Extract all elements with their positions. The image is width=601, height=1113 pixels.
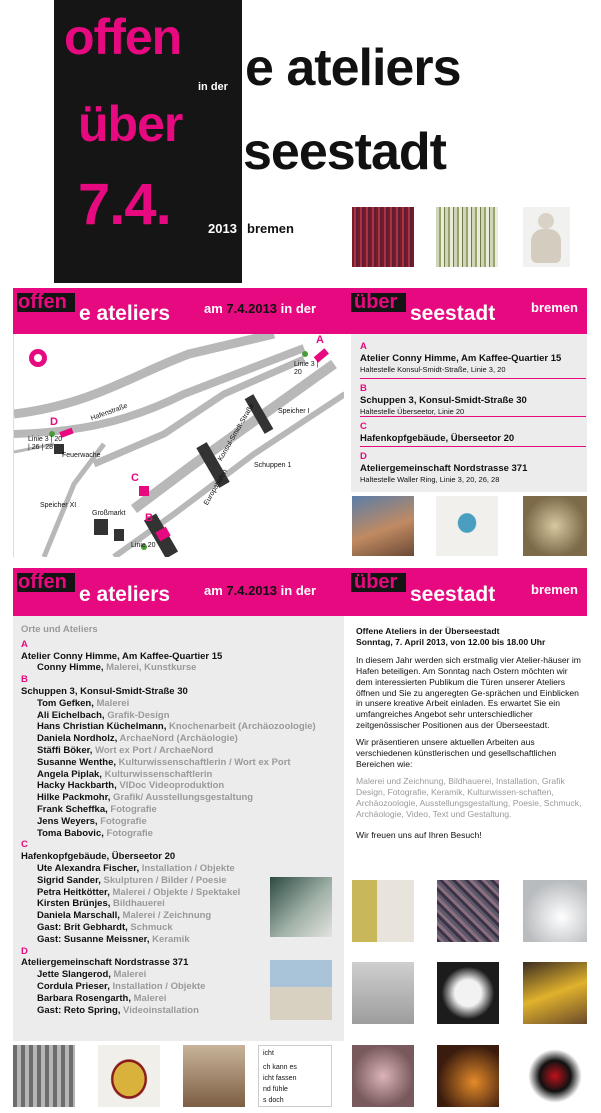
artist-field: Bildhauerei	[110, 898, 165, 910]
banner2-date-line	[204, 583, 316, 598]
artist-name: Cordula Prieser,	[37, 980, 110, 992]
artwork-figure-image	[523, 207, 570, 267]
artist-row	[21, 816, 343, 828]
artist-field: Malerei, Kunstkurse	[103, 662, 197, 674]
artist-field: Fotografie	[107, 803, 157, 815]
banner-ueber: über	[354, 291, 398, 313]
hero-offen: offen	[64, 9, 182, 65]
map-label-konsul: Konsul-Smidt-Straße	[217, 402, 256, 463]
artwork-hair-image	[270, 877, 332, 937]
map-label-schuppen1: Schuppen 1	[254, 462, 292, 469]
banner2-city: bremen	[531, 582, 578, 597]
intro-date: Sonntag, 7. April 2013, von 12.00 bis 18.00 Uhr	[356, 636, 546, 647]
artist-row	[21, 792, 343, 804]
locations-list	[360, 341, 586, 484]
group-place-a: Atelier Conny Himme, Am Kaffee-Quartier 15	[21, 650, 223, 662]
artist-name: Kirsten Brünjes,	[37, 898, 111, 910]
artist-row	[21, 769, 343, 781]
artwork-grid-6-image	[523, 962, 587, 1024]
banner2-ueber: über	[354, 571, 398, 593]
location-stop: Haltestelle Waller Ring, Linie 3, 20, 26, 28	[360, 474, 500, 484]
banner2-offen: offen	[18, 571, 67, 593]
snippet-line: icht	[263, 1050, 274, 1057]
location-name: Schuppen 3, Konsul-Smidt-Straße 30	[360, 394, 527, 406]
artist-name: Ali Eichelbach,	[37, 709, 105, 721]
artist-row	[21, 828, 343, 840]
artist-field: Malerei	[93, 697, 130, 709]
artist-field: Installation / Objekte	[139, 862, 235, 874]
location-name: Hafenkopfgebäude, Überseetor 20	[360, 432, 515, 444]
artist-field: Schmuck	[127, 921, 173, 933]
artist-name: Frank Scheffka,	[37, 803, 108, 815]
artist-name: Angela Piplak,	[37, 768, 102, 780]
map-label-linie-b: Linie 20	[131, 542, 156, 549]
artist-field: VIDoc Videoproduktion	[116, 780, 225, 792]
artwork-grid-2-image	[437, 880, 499, 942]
artist-row	[21, 733, 343, 745]
artist-row	[21, 757, 343, 769]
map-label-linie-a: Linie 3 | 20	[294, 361, 319, 376]
banner-e-ateliers: e ateliers	[79, 302, 171, 325]
intro-title: Offene Ateliers in der Überseestadt	[356, 626, 500, 636]
artist-row	[21, 698, 343, 710]
artist-name: Stäffi Böker,	[37, 744, 93, 756]
hero-ueber: über	[78, 96, 183, 152]
group-letter-b: B	[21, 674, 28, 686]
artwork-bottom-3-image	[183, 1045, 245, 1107]
artist-row	[21, 662, 343, 674]
artist-field: Keramik	[149, 933, 190, 945]
artwork-bottom-2-image	[98, 1045, 160, 1107]
banner2-offen-block	[17, 573, 75, 592]
artist-name: Jette Slangerod,	[37, 969, 111, 981]
banner-offen: offen	[18, 291, 67, 313]
artist-row	[21, 863, 343, 875]
artwork-grid-7-image	[352, 1045, 414, 1107]
location-stop: Haltestelle Konsul-Smidt-Straße, Linie 3, 20	[360, 364, 506, 374]
artwork-grid-3-image	[523, 880, 587, 942]
intro-closing: Wir freuen uns auf Ihren Besuch!	[356, 829, 482, 840]
snippet-line: nd fühle	[263, 1086, 288, 1093]
banner-date: 7.4.2013	[226, 301, 278, 316]
map-label-speicher11: Speicher XI	[40, 502, 77, 509]
artwork-splash-image	[436, 496, 498, 556]
hero-city: bremen	[247, 221, 294, 236]
artist-field: Kulturwissenschaftlerin / Wort ex Port	[116, 756, 291, 768]
snippet-line: ch kann es	[263, 1064, 297, 1071]
banner-am: am	[204, 301, 223, 316]
artist-row	[21, 780, 343, 792]
portrait-image	[352, 496, 414, 556]
map-label-speicher1: Speicher I	[278, 408, 310, 415]
artist-field: Fotografie	[97, 815, 147, 827]
text-snippet	[258, 1045, 332, 1107]
artwork-stripes-image	[352, 207, 414, 267]
group-place-d: Ateliergemeinschaft Nordstrasse 371	[21, 957, 189, 969]
artist-field: Malerei	[110, 969, 147, 981]
artist-row	[21, 721, 343, 733]
artist-row	[21, 710, 343, 722]
map-label-linie-d: Linie 3 | 20 | 26 | 28	[28, 436, 63, 451]
group-place-b: Schuppen 3, Konsul-Smidt-Straße 30	[21, 685, 188, 697]
map-marker-c: C	[131, 472, 139, 484]
group-letter-d: D	[21, 945, 28, 957]
artist-name: Barbara Rosengarth,	[37, 992, 131, 1004]
artist-field: Malerei / Objekte / Spektakel	[109, 886, 241, 898]
artists-list	[21, 624, 343, 1016]
artist-field: Fotografie	[103, 827, 153, 839]
group-letter-c: C	[21, 839, 28, 851]
snippet-line: icht fassen	[263, 1075, 297, 1082]
artist-name: Daniela Marschall,	[37, 910, 120, 922]
artist-field: Installation / Objekte	[109, 980, 206, 992]
banner2-ueber-block	[351, 573, 406, 592]
hero-e-ateliers: e ateliers	[245, 39, 461, 97]
hero-year: 2013	[208, 221, 237, 236]
map-marker-b: B	[145, 512, 153, 524]
group-people-b	[21, 698, 343, 840]
map-label-feuerwache: Feuerwache	[62, 452, 101, 459]
banner-seestadt: seestadt	[410, 302, 496, 325]
banner2-am: am	[204, 583, 223, 598]
banner2-in-der: in der	[280, 583, 317, 598]
hero-in-der: in der	[198, 81, 228, 93]
artist-name: Conny Himme,	[37, 662, 104, 674]
group-letter-a: A	[21, 638, 28, 650]
location-letter: C	[360, 421, 367, 432]
banner-offen-block	[17, 293, 75, 312]
location-stop: Haltestelle Überseetor, Linie 20	[360, 406, 465, 416]
location-letter: B	[360, 383, 367, 394]
banner-city: bremen	[531, 300, 578, 315]
artwork-grid-1-image	[352, 880, 414, 942]
artwork-grid-4-image	[352, 962, 414, 1024]
artist-name: Tom Gefken,	[37, 697, 94, 709]
artist-name: Susanne Wenthe,	[37, 756, 117, 768]
artwork-birch-image	[436, 207, 498, 267]
location-letter: A	[360, 341, 367, 352]
artist-name: Sigrid Sander,	[37, 874, 101, 886]
artist-field: Videoinstallation	[120, 1004, 199, 1016]
banner2-seestadt: seestadt	[410, 583, 496, 606]
artist-field: Kulturwissenschaftlerin	[101, 768, 213, 780]
map-label-grossmarkt: Großmarkt	[92, 510, 126, 517]
artist-name: Ute Alexandra Fischer,	[37, 862, 140, 874]
artist-row	[21, 745, 343, 757]
map-label-hafenstr: Hafenstraße	[89, 402, 129, 423]
location-a	[360, 341, 586, 379]
artist-name: Jens Weyers,	[37, 815, 98, 827]
artist-field: Malerei / Zeichnung	[119, 910, 212, 922]
location-name: Atelier Conny Himme, Am Kaffee-Quartier 15	[360, 352, 562, 364]
artist-field: Grafik/ Ausstellungsgestaltung	[110, 792, 254, 804]
artwork-grid-8-image	[437, 1045, 499, 1107]
artists-heading: Orte und Ateliers	[21, 624, 98, 635]
artwork-grid-9-image	[523, 1045, 587, 1107]
artist-name: Gast: Susanne Meissner,	[37, 933, 150, 945]
artist-name: Petra Heitkötter,	[37, 886, 110, 898]
intro-text	[356, 626, 584, 846]
intro-paragraph: Wir präsentieren unsere aktuellen Arbeiten aus verschiedenen künstlerischen und gesellschaftlichen Bereichen wie:	[356, 737, 557, 769]
banner-ueber-block	[351, 293, 406, 312]
map-marker-a: A	[316, 334, 324, 346]
banner2-date: 7.4.2013	[226, 583, 278, 598]
artist-field: Knochenarbeit (Archäozoologie)	[166, 721, 316, 733]
artwork-bottom-1-image	[13, 1045, 75, 1107]
artist-row	[21, 804, 343, 816]
location-d	[360, 447, 586, 484]
artist-name: Hacky Hackbarth,	[37, 780, 117, 792]
banner-in-der: in der	[280, 301, 317, 316]
group-people-a	[21, 662, 343, 674]
artist-name: Toma Babovic,	[37, 827, 104, 839]
location-b	[360, 379, 586, 417]
artist-name: Gast: Brit Gebhardt,	[37, 921, 128, 933]
location-name: Ateliergemeinschaft Nordstrasse 371	[360, 462, 528, 474]
map-marker-d: D	[50, 416, 58, 428]
artist-field: Malerei	[130, 992, 167, 1004]
artist-name: Hilke Packmohr,	[37, 792, 111, 804]
artist-field: Skulpturen / Bilder / Poesie	[100, 874, 227, 886]
map-label-europahafen: Europahafen	[202, 468, 230, 507]
area-map	[13, 334, 344, 557]
group-place-c: Hafenkopfgebäude, Überseetor 20	[21, 851, 176, 863]
snippet-line: s doch	[263, 1097, 284, 1104]
artwork-face-image	[523, 496, 587, 556]
intro-paragraph: In diesem Jahr werden sich erstmalig vier Atelier-häuser im Hafen beteiligen. Am Sonntag nach Ostern möchten wir dem interessierten Publikum die Türen unserer Ateliers öffnen und Sie zu angeregten Ge-sprächen und Einblicken in unsere kreative Arbeit einladen. Es erwartet Sie ein umfangreiches Angebot sehr unterschiedlicher zeitgenössischer Positionen aus der Überseestadt.	[356, 654, 581, 731]
artwork-grid-5-image	[437, 962, 499, 1024]
artist-field: Grafik-Design	[104, 709, 170, 721]
artist-name: Gast: Reto Spring,	[37, 1004, 121, 1016]
artist-name: Daniela Nordholz,	[37, 733, 118, 745]
banner-date-line	[204, 301, 316, 316]
banner2-e-ateliers: e ateliers	[79, 583, 171, 606]
artist-name: Hans Christian Küchelmann,	[37, 721, 167, 733]
intro-disciplines: Malerei und Zeichnung, Bildhauerei, Installation, Grafik Design, Fotografie, Keramik, Kulturwissen-schaften, Archäozoologie, Ausstellungsgestaltung, Poesie, Schmuck, Archäologie, Video, Text und Gestaltung.	[356, 775, 582, 819]
hero-seestadt: seestadt	[243, 123, 446, 181]
hero-date: 7.4.	[78, 172, 171, 237]
artwork-building-image	[270, 960, 332, 1020]
location-letter: D	[360, 451, 367, 462]
artist-field: ArchaeNord (Archäologie)	[117, 733, 238, 745]
artist-field: Wort ex Port / ArchaeNord	[92, 744, 214, 756]
location-c	[360, 417, 586, 447]
